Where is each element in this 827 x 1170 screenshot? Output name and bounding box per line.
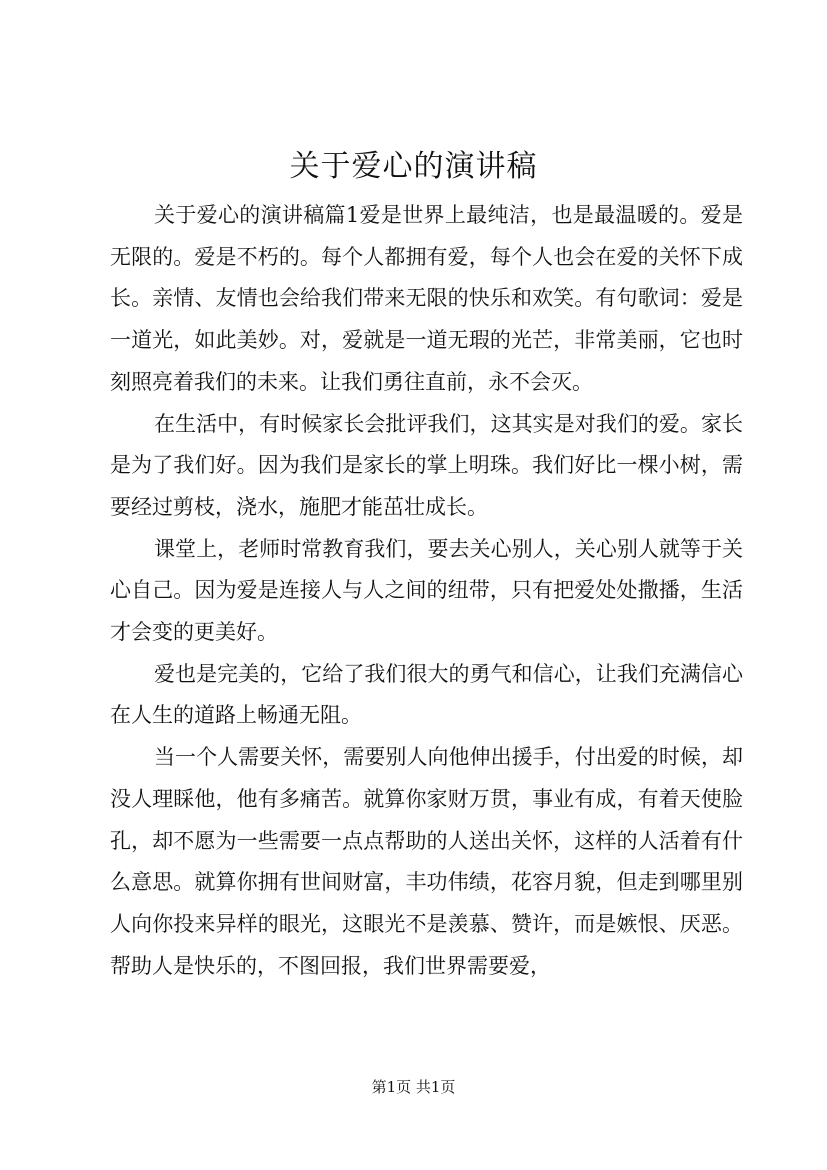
paragraph: 关于爱心的演讲稿篇1爱是世界上最纯洁，也是最温暖的。爱是无限的。爱是不朽的。每个人都拥有爱，每个人也会在爱的关怀下成长。亲情、友情也会给我们带来无限的快乐和欢笑。有句歌词：爱是一道光，如此美妙。对，爱就是一道无瑕的光芒，非常美丽，它也时刻照亮着我们的未来。让我们勇往直前，永不会灭。: [110, 203, 743, 394]
page-footer: 第1页 共1页: [371, 1078, 456, 1096]
paragraph: 在生活中，有时候家长会批评我们，这其实是对我们的爱。家长是为了我们好。因为我们是家长的掌上明珠。我们好比一棵小树，需要经过剪枝，浇水，施肥才能茁壮成长。: [110, 411, 743, 519]
page-title: 关于爱心的演讲稿: [289, 149, 538, 184]
paragraph: 爱也是完美的，它给了我们很大的勇气和信心，让我们充满信心在人生的道路上畅通无阻。: [110, 661, 743, 728]
document-body: [110, 195, 743, 987]
paragraph: 课堂上，老师时常教育我们，要去关心别人，关心别人就等于关心自己。因为爱是连接人与人之间的纽带，只有把爱处处撒播，生活才会变的更美好。: [110, 536, 743, 645]
paragraph: 当一个人需要关怀，需要别人向他伸出援手，付出爱的时候，却没人理睬他，他有多痛苦。就算你家财万贯，事业有成，有着天使脸孔，却不愿为一些需要一点点帮助的人送出关怀，这样的人活着有什么意思。就算你拥有世间财富，丰功伟绩，花容月貌，但走到哪里别人向你投来异样的眼光，这眼光不是羡慕、赞许，而是嫉恨、厌恶。帮助人是快乐的，不图回报，我们世界需要爱，: [110, 745, 743, 978]
